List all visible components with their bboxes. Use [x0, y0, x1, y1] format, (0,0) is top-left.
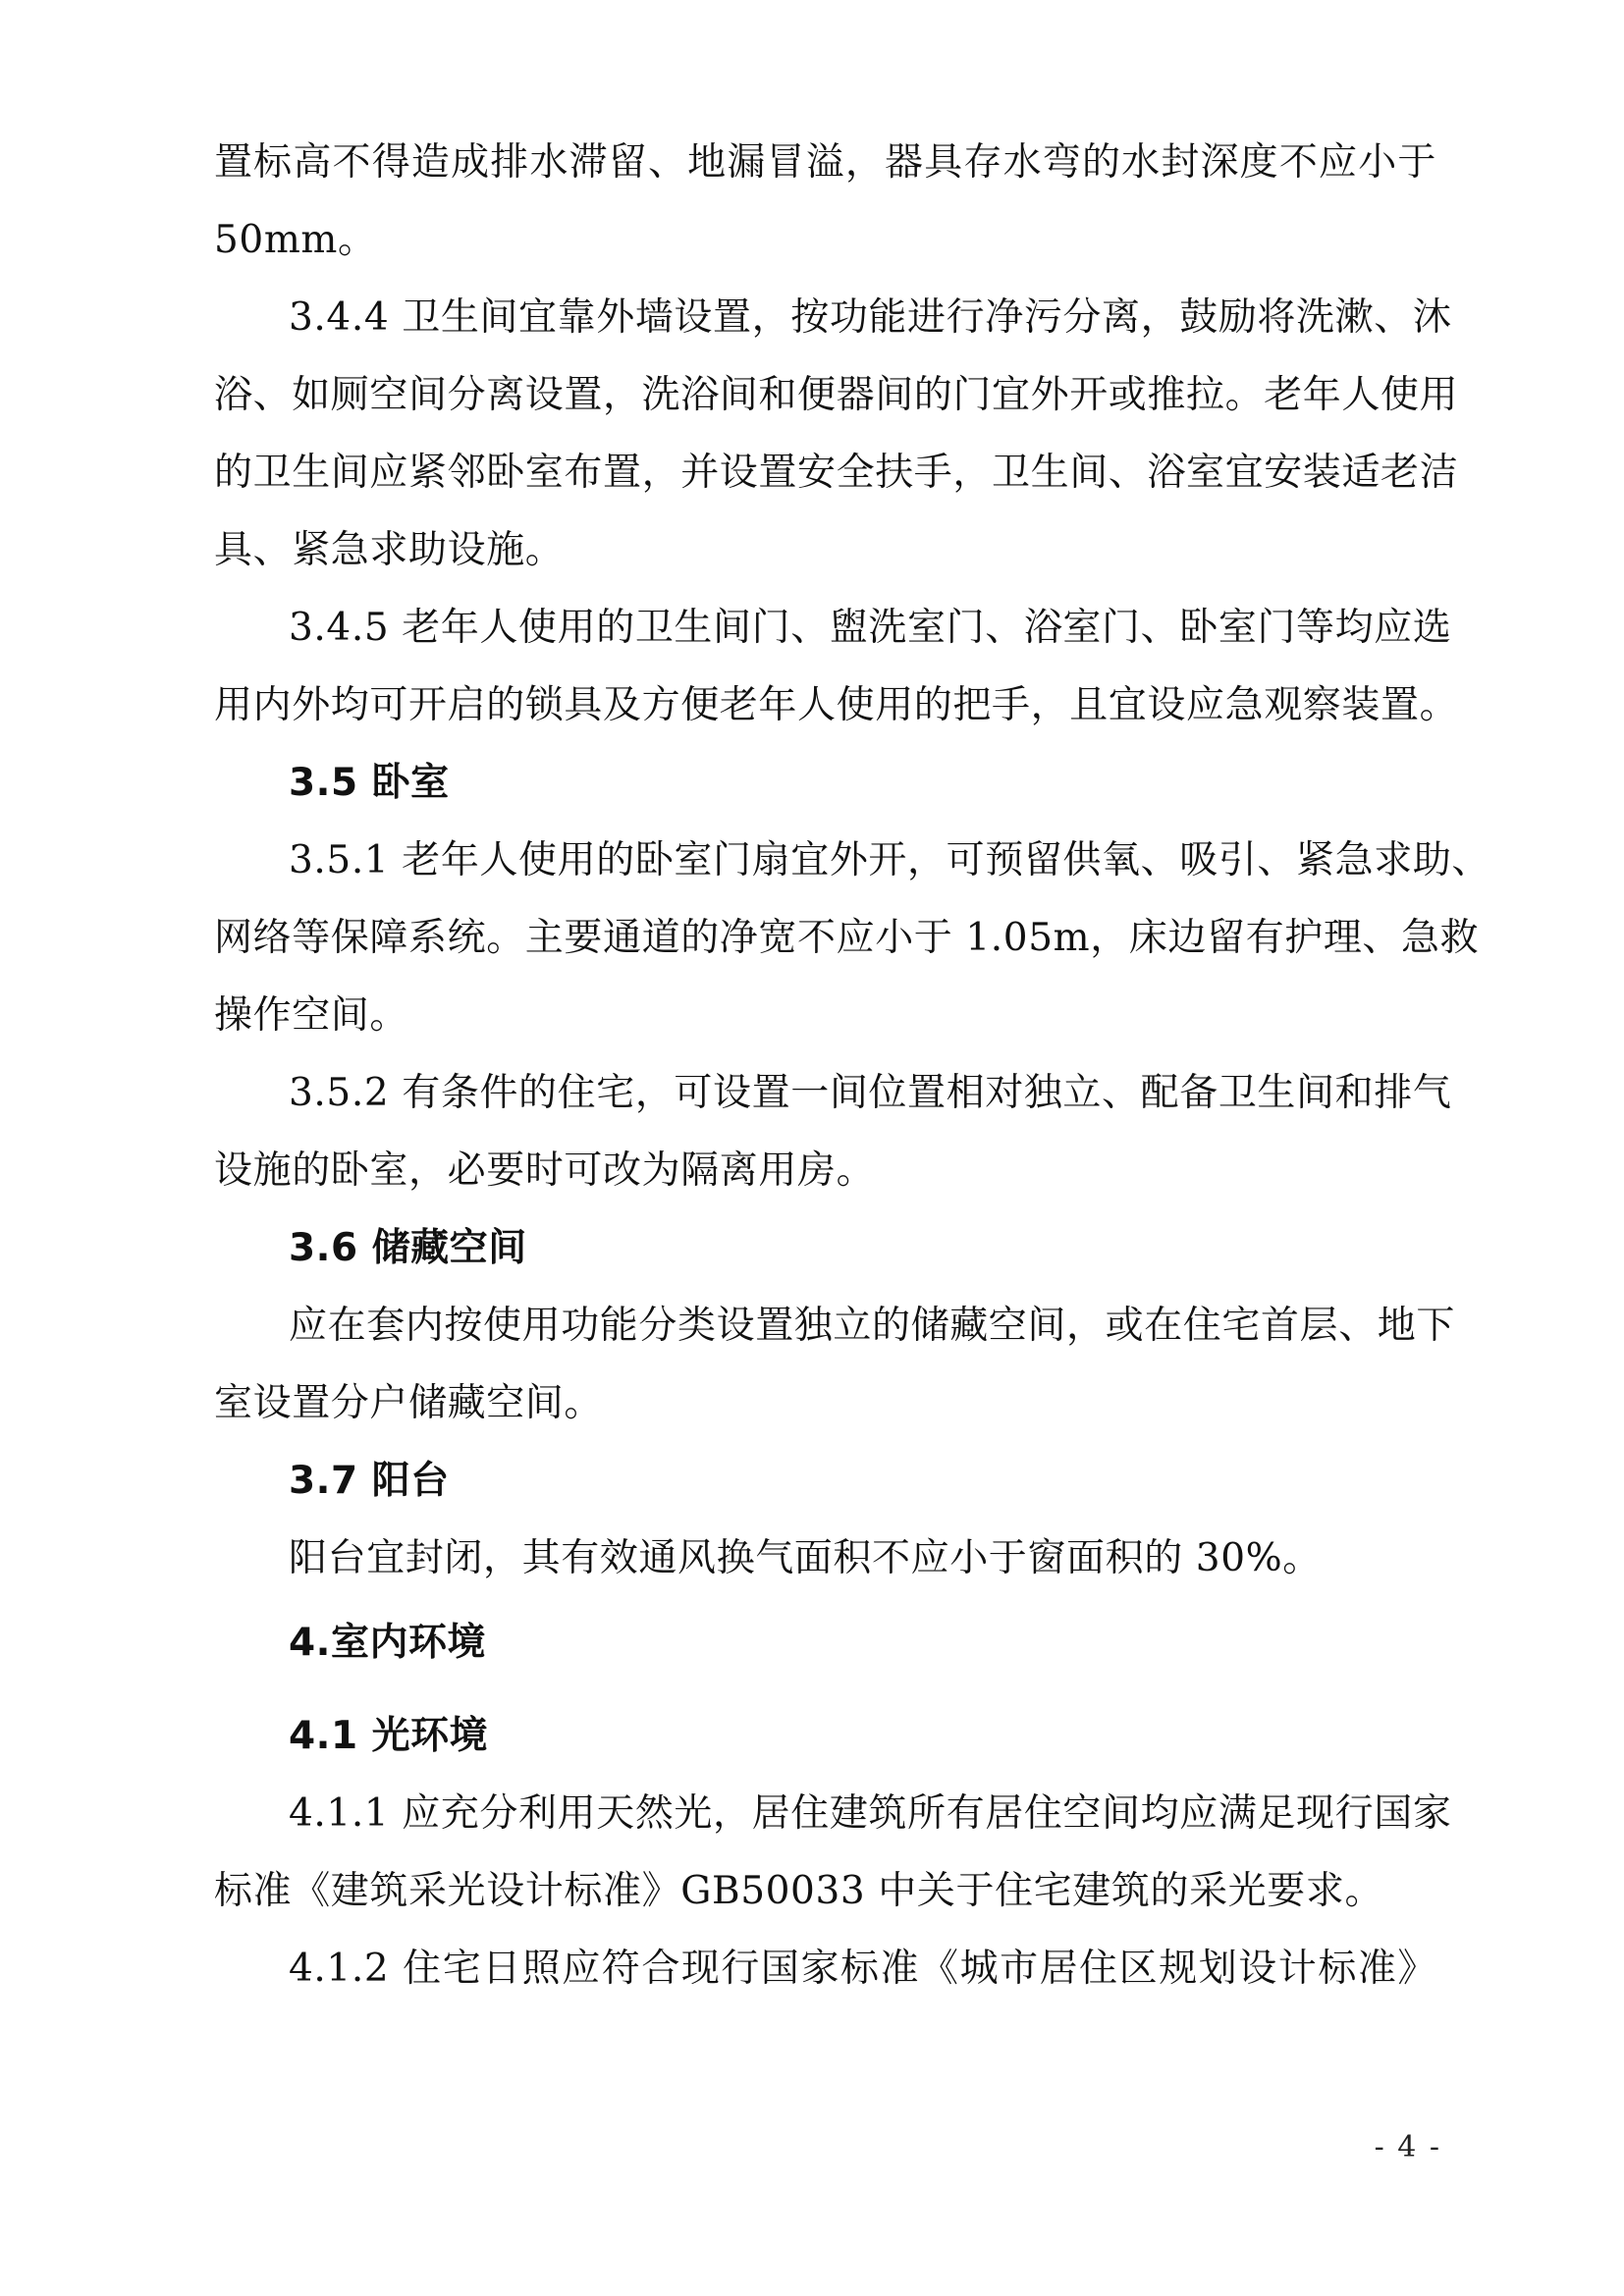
section-heading-4-1: 4.1 光环境	[289, 1714, 489, 1758]
paragraph-line: 应在套内按使用功能分类设置独立的储藏空间，或在住宅首层、地下	[289, 1304, 1456, 1348]
section-heading-3-6: 3.6 储藏空间	[289, 1226, 527, 1270]
section-heading-3-5: 3.5 卧室	[289, 761, 450, 805]
clause-3-4-5-line: 3.4.5 老年人使用的卫生间门、盥洗室门、浴室门、卧室门等均应选	[289, 606, 1452, 650]
paragraph-line: 室设置分户储藏空间。	[214, 1381, 604, 1425]
paragraph-line: 的卫生间应紧邻卧室布置，并设置安全扶手，卫生间、浴室宜安装适老洁	[214, 451, 1459, 495]
clause-3-5-2-line: 3.5.2 有条件的住宅，可设置一间位置相对独立、配备卫生间和排气	[289, 1071, 1452, 1115]
clause-3-4-4-line: 3.4.4 卫生间宜靠外墙设置，按功能进行净污分离，鼓励将洗漱、沐	[289, 295, 1452, 340]
paragraph-line: 网络等保障系统。主要通道的净宽不应小于 1.05m，床边留有护理、急救	[214, 916, 1480, 960]
paragraph-line: 操作空间。	[214, 993, 409, 1038]
paragraph-line: 具、紧急求助设施。	[214, 528, 565, 572]
clause-3-5-1-line: 3.5.1 老年人使用的卧室门扇宜外开，可预留供氧、吸引、紧急求助、	[289, 838, 1491, 882]
paragraph-line: 用内外均可开启的锁具及方便老年人使用的把手，且宜设应急观察装置。	[214, 683, 1459, 727]
chapter-heading-4: 4.室内环境	[289, 1621, 486, 1665]
section-heading-3-7: 3.7 阳台	[289, 1459, 450, 1503]
paragraph-line: 50mm。	[214, 218, 377, 262]
paragraph-line: 设施的卧室，必要时可改为隔离用房。	[214, 1148, 876, 1193]
page-number: - 4 -	[1374, 2130, 1441, 2164]
paragraph-line: 标准《建筑采光设计标准》GB50033 中关于住宅建筑的采光要求。	[214, 1869, 1384, 1913]
paragraph-line: 浴、如厕空间分离设置，洗浴间和便器间的门宜外开或推拉。老年人使用	[214, 373, 1459, 417]
paragraph-line: 阳台宜封闭，其有效通风换气面积不应小于窗面积的 30%。	[289, 1536, 1322, 1580]
clause-4-1-1-line: 4.1.1 应充分利用天然光，居住建筑所有居住空间均应满足现行国家	[289, 1791, 1452, 1836]
paragraph-line: 置标高不得造成排水滞留、地漏冒溢，器具存水弯的水封深度不应小于	[214, 140, 1436, 185]
clause-4-1-2-line: 4.1.2 住宅日照应符合现行国家标准《城市居住区规划设计标准》	[289, 1947, 1436, 1991]
